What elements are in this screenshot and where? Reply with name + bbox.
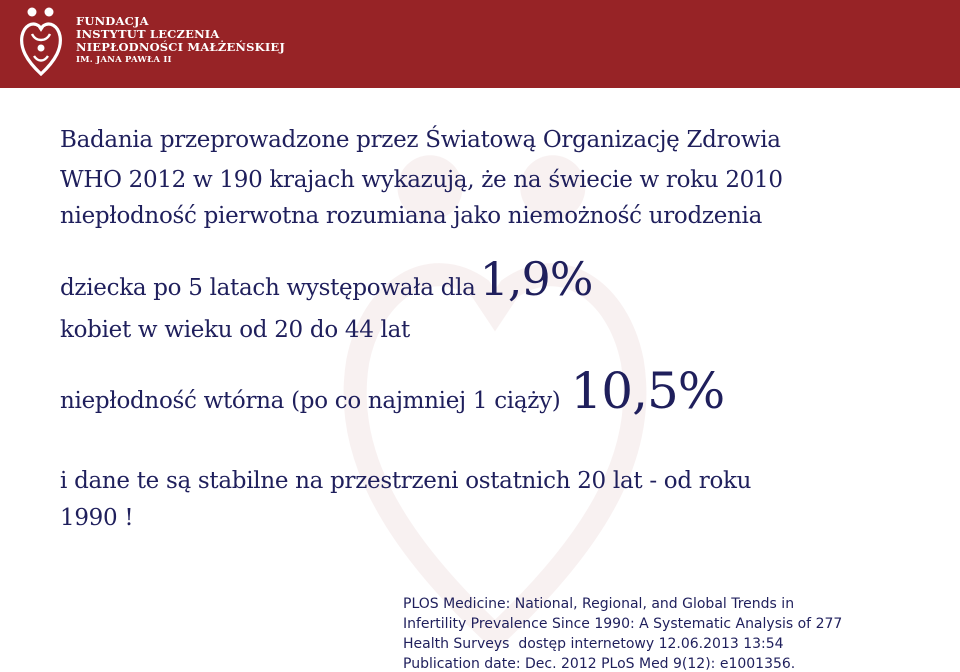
foundation-name-line-4: IM. JANA PAWŁA II xyxy=(76,55,172,65)
citation-line-3: Health Surveys dostęp internetowy 12.06.2013 13:54 xyxy=(403,636,784,652)
primary-infertility-subtext: kobiet w wieku od 20 do 44 lat xyxy=(60,317,410,343)
intro-line-3: niepłodność pierwotna rozumiana jako niemożność urodzenia xyxy=(60,203,763,229)
foundation-name-line-2: INSTYTUT LECZENIA xyxy=(76,27,220,41)
citation-line-1: PLOS Medicine: National, Regional, and Global Trends in xyxy=(403,596,795,612)
primary-infertility-line xyxy=(60,252,592,306)
intro-line-2: WHO 2012 w 190 krajach wykazują, że na świecie w roku 2010 xyxy=(60,167,783,193)
secondary-infertility-value: 10,5% xyxy=(570,362,725,420)
header-banner xyxy=(0,0,960,88)
intro-line-1: Badania przeprowadzone przez Światową Organizację Zdrowia xyxy=(60,127,781,153)
foundation-name-line-1: FUNDACJA xyxy=(76,14,149,28)
primary-infertility-text: dziecka po 5 latach występowała dla xyxy=(60,275,476,301)
citation-line-2: Infertility Prevalence Since 1990: A Systematic Analysis of 277 xyxy=(403,616,843,632)
primary-infertility-value: 1,9% xyxy=(479,252,593,306)
stability-line-1: i dane te są stabilne na przestrzeni ostatnich 20 lat - od roku xyxy=(60,468,752,494)
citation-line-4: Publication date: Dec. 2012 PLoS Med 9(12): e1001356. xyxy=(403,656,796,672)
secondary-infertility-text: niepłodność wtórna (po co najmniej 1 ciąży) xyxy=(60,388,561,414)
stability-line-2: 1990 ! xyxy=(60,505,134,531)
foundation-name-line-3: NIEPŁODNOŚCI MAŁŻEŃSKIEJ xyxy=(76,40,286,54)
foundation-name xyxy=(76,15,285,67)
foundation-logo-icon xyxy=(18,4,64,76)
citation xyxy=(403,594,842,672)
secondary-infertility-line xyxy=(60,362,724,420)
